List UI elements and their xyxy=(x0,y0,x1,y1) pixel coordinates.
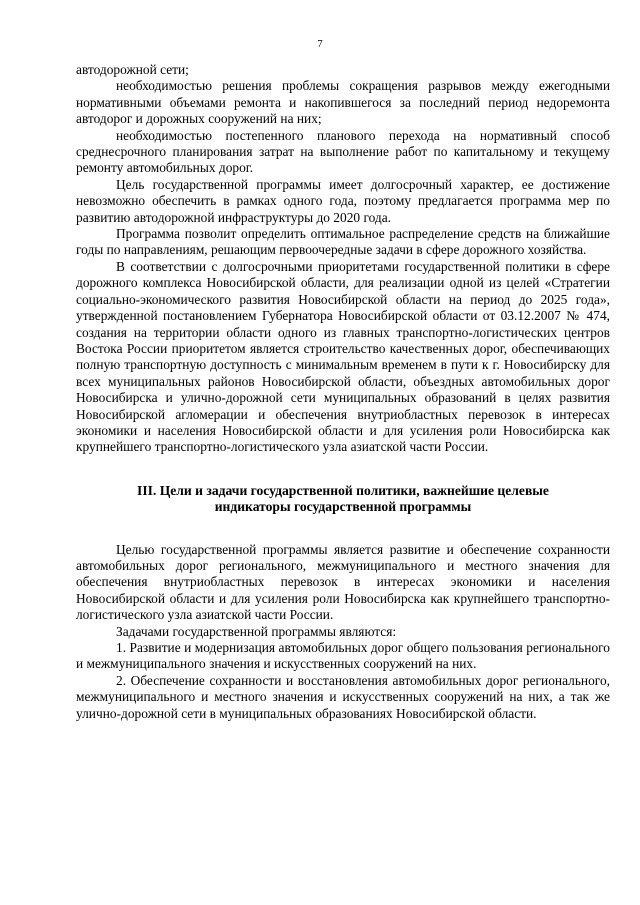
paragraph: В соответствии с долгосрочными приоритетами государственной политики в сфере дорожного комплекса Новосибирской области, для реализации одной из целей «Стратегии социально-экономического развития Новосибирской области на период до 2025 года», утвержденной постановлением Губернатора Новосибирской области от 03.12.2007 № 474, создания на территории области одного из главных транспортно-логистических центров Востока России приоритетом является строительство качественных дорог, обеспечивающих полную транспортную доступность с минимальным временем в пути к г. Новосибирску для всех муниципальных районов Новосибирской области, объездных автомобильных дорог Новосибирска и улично-дорожной сети муниципальных образований в целях развития Новосибирской агломерации и обеспечения внутриобластных перевозок в интересах экономики и населения Новосибирской области и для усиления роли Новосибирска как крупнейшего транспортно-логистического узла азиатской части России. xyxy=(76,258,610,455)
paragraph: Целью государственной программы является развитие и обеспечение сохранности автомобильных дорог регионального, межмуниципального и местного значения для обеспечения внутриобластных перевозок в интересах экономики и населения Новосибирской области и для усиления роли Новосибирска как крупнейшего транспортно-логистического узла азиатской части России. xyxy=(76,541,610,623)
paragraph: автодорожной сети; xyxy=(76,62,189,77)
section-heading xyxy=(76,483,610,516)
paragraph: Задачами государственной программы являются: xyxy=(116,623,397,639)
paragraph: Программа позволит определить оптимальное распределение средств на ближайшие годы по направлениям, решающим первоочередные задачи в сфере дорожного хозяйства. xyxy=(76,226,610,258)
document-body xyxy=(76,62,610,722)
paragraph: 1. Развитие и модернизация автомобильных дорог общего пользования регионального и межмуниципального значения и искусственных сооружений на них. xyxy=(76,640,610,672)
section-heading-line: индикаторы государственной программы xyxy=(214,499,472,515)
paragraph: необходимостью решения проблемы сокращения разрывов между ежегодными нормативными объемами ремонта и накопившегося за последний период недоремонта автодорог и дорожных сооружений на них; xyxy=(76,78,610,127)
paragraph: 2. Обеспечение сохранности и восстановления автомобильных дорог регионального, межмуниципального и местного значения и искусственных сооружений на них, а так же улично-дорожной сети в муниципальных образованиях Новосибирской области. xyxy=(76,672,610,721)
section-heading-line: III. Цели и задачи государственной политики, важнейшие целевые xyxy=(137,482,549,498)
paragraph: необходимостью постепенного планового перехода на нормативный способ среднесрочного планирования затрат на выполнение работ по капитальному и текущему ремонту автомобильных дорог. xyxy=(76,127,610,176)
paragraph: Цель государственной программы имеет долгосрочный характер, ее достижение невозможно обеспечить в рамках одного года, поэтому предлагается программа мер по развитию автодорожной инфраструктуры до 2020 года. xyxy=(76,176,610,225)
page-number: 7 xyxy=(317,39,323,50)
